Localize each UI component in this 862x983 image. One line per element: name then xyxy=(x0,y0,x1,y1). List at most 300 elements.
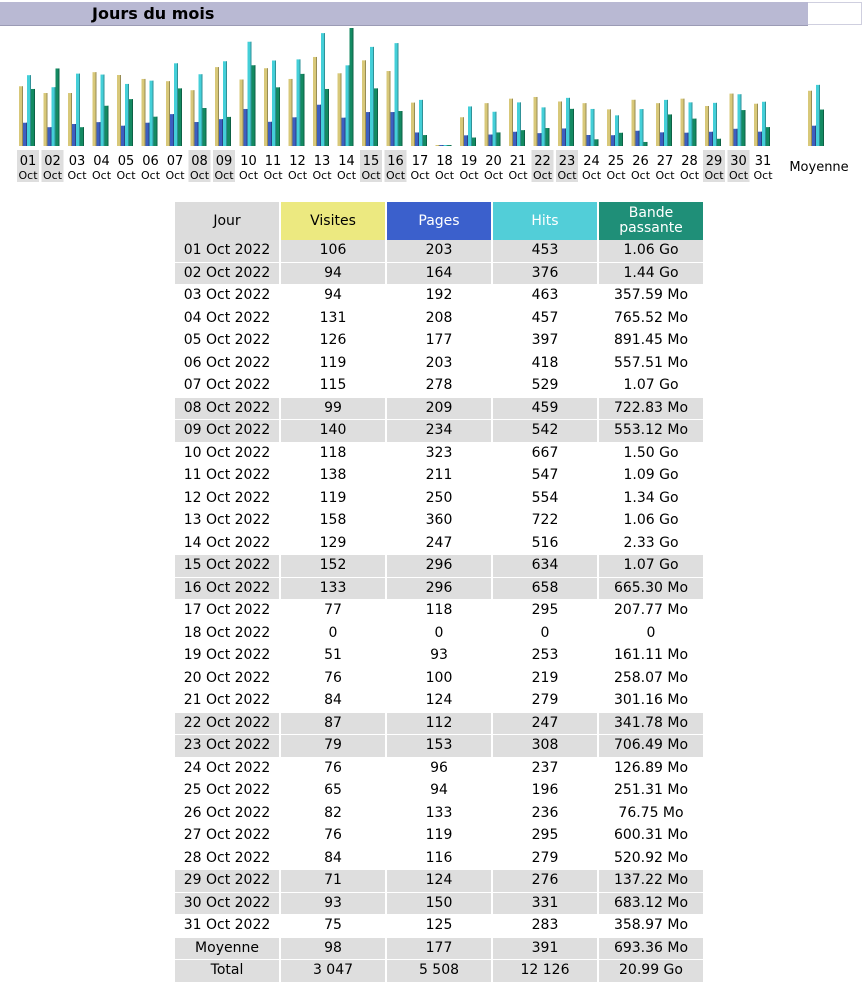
visits-bar-edge xyxy=(659,103,660,146)
cell-day: 03 Oct 2022 xyxy=(175,285,279,308)
bandwidth-bar-edge xyxy=(769,127,770,146)
table-row xyxy=(175,420,703,443)
cell-bandwidth: 1.07 Go xyxy=(599,375,703,398)
month-tick-label: Oct xyxy=(459,169,479,182)
cell-pages: 164 xyxy=(387,263,491,286)
cell-bandwidth: 891.45 Mo xyxy=(599,330,703,353)
hits-bar-edge xyxy=(153,81,154,146)
cell-hits: 554 xyxy=(493,488,597,511)
pages-bar-edge xyxy=(222,119,223,146)
day-tick-label: 15 xyxy=(362,154,380,169)
cell-pages: 296 xyxy=(387,578,491,601)
bandwidth-bar-edge xyxy=(181,88,182,146)
cell-pages: 360 xyxy=(387,510,491,533)
cell-day: 02 Oct 2022 xyxy=(175,263,279,286)
visits-bar-edge xyxy=(22,86,23,146)
hits-bar-edge xyxy=(447,145,448,146)
pages-bar-edge xyxy=(296,117,297,146)
day-tick-label: 07 xyxy=(166,154,184,169)
pages-bar-edge xyxy=(51,127,52,146)
cell-day: 17 Oct 2022 xyxy=(175,600,279,623)
cell-bandwidth: 665.30 Mo xyxy=(599,578,703,601)
month-tick-label: Oct xyxy=(434,169,455,182)
cell-day: 22 Oct 2022 xyxy=(175,713,279,736)
average-bandwidth-bar-edge xyxy=(823,110,824,146)
month-tick-label: Oct xyxy=(67,169,87,182)
day-tick-label: 04 xyxy=(93,154,110,169)
pages-bar-edge xyxy=(149,123,150,146)
visits-bar-edge xyxy=(365,60,366,146)
table-row xyxy=(175,375,703,398)
cell-bandwidth: 126.89 Mo xyxy=(599,758,703,781)
table-row xyxy=(175,465,703,488)
month-tick-label: Oct xyxy=(189,169,210,182)
pages-bar-edge xyxy=(443,145,444,146)
pages-bar-edge xyxy=(492,135,493,146)
cell-bandwidth: 2.33 Go xyxy=(599,533,703,556)
cell-day: 24 Oct 2022 xyxy=(175,758,279,781)
table-row xyxy=(175,780,703,803)
table-row xyxy=(175,578,703,601)
cell-pages: 250 xyxy=(387,488,491,511)
month-tick-label: Oct xyxy=(263,169,283,182)
month-tick-label: Oct xyxy=(655,169,675,182)
table-row xyxy=(175,623,703,646)
cell-hits: 722 xyxy=(493,510,597,533)
day-tick-label: 21 xyxy=(509,154,527,169)
day-tick-label: 30 xyxy=(730,154,747,169)
pages-bar-edge xyxy=(124,126,125,146)
cell-visits: 98 xyxy=(281,938,385,961)
bandwidth-bar-edge xyxy=(622,133,623,146)
cell-bandwidth: 765.52 Mo xyxy=(599,308,703,331)
table-row xyxy=(175,533,703,556)
bandwidth-bar-edge xyxy=(157,117,158,146)
cell-pages: 125 xyxy=(387,915,491,938)
pages-bar-edge xyxy=(590,135,591,146)
table-row xyxy=(175,803,703,826)
cell-visits: 84 xyxy=(281,690,385,713)
day-tick-label: 03 xyxy=(68,154,86,169)
cell-day: 08 Oct 2022 xyxy=(175,398,279,421)
hits-bar-edge xyxy=(667,100,668,146)
hits-bar-edge xyxy=(643,109,644,146)
table-row xyxy=(175,758,703,781)
month-tick-label: Oct xyxy=(140,169,161,182)
pages-bar-edge xyxy=(100,122,101,146)
cell-bandwidth: 693.36 Mo xyxy=(599,938,703,961)
bandwidth-bar-edge xyxy=(206,108,207,146)
cell-visits: 51 xyxy=(281,645,385,668)
section-title-bar xyxy=(0,2,808,26)
pages-bar-edge xyxy=(712,132,713,146)
header-bandwidth xyxy=(599,202,703,240)
table-row xyxy=(175,240,703,263)
cell-visits: 76 xyxy=(281,758,385,781)
cell-day: 20 Oct 2022 xyxy=(175,668,279,691)
day-tick-label: 22 xyxy=(534,154,551,169)
cell-pages: 177 xyxy=(387,938,491,961)
hits-bar-edge xyxy=(300,59,301,146)
daily-bar-chart xyxy=(0,28,862,186)
cell-day: 04 Oct 2022 xyxy=(175,308,279,331)
cell-hits: 295 xyxy=(493,825,597,848)
cell-bandwidth: 137.22 Mo xyxy=(599,870,703,893)
bandwidth-bar-edge xyxy=(108,106,109,146)
visits-bar-edge xyxy=(733,94,734,146)
visits-bar-edge xyxy=(169,81,170,146)
pages-bar-edge xyxy=(198,122,199,146)
cell-pages: 0 xyxy=(387,623,491,646)
hits-bar-edge xyxy=(324,33,325,146)
pages-bar-edge xyxy=(345,118,346,146)
table-row xyxy=(175,645,703,668)
bandwidth-bar-edge xyxy=(647,142,648,146)
cell-day: 18 Oct 2022 xyxy=(175,623,279,646)
month-tick-label: Oct xyxy=(581,169,602,182)
day-tick-label: 13 xyxy=(313,154,331,169)
cell-pages: 234 xyxy=(387,420,491,443)
visits-bar-edge xyxy=(96,72,97,146)
cell-bandwidth: 1.07 Go xyxy=(599,555,703,578)
cell-day: 30 Oct 2022 xyxy=(175,893,279,916)
cell-visits: 82 xyxy=(281,803,385,826)
pages-bar-edge xyxy=(614,135,615,146)
pages-bar-edge xyxy=(75,124,76,146)
cell-day: 07 Oct 2022 xyxy=(175,375,279,398)
cell-visits: 118 xyxy=(281,443,385,466)
cell-visits: 76 xyxy=(281,668,385,691)
day-tick-label: 17 xyxy=(411,154,429,169)
month-tick-label: Oct xyxy=(679,169,700,182)
cell-bandwidth: 520.92 Mo xyxy=(599,848,703,871)
cell-hits: 453 xyxy=(493,240,597,263)
cell-hits: 276 xyxy=(493,870,597,893)
header-bandwidth-line1: Bande xyxy=(628,205,674,221)
month-tick-label: Oct xyxy=(410,169,430,182)
cell-day: 13 Oct 2022 xyxy=(175,510,279,533)
cell-day: 26 Oct 2022 xyxy=(175,803,279,826)
cell-day: 21 Oct 2022 xyxy=(175,690,279,713)
hits-bar-edge xyxy=(716,103,717,146)
cell-bandwidth: 706.49 Mo xyxy=(599,735,703,758)
visits-bar-edge xyxy=(47,93,48,146)
month-tick-label: Oct xyxy=(728,169,749,182)
pages-bar-edge xyxy=(467,135,468,146)
pages-bar-edge xyxy=(320,105,321,146)
cell-day: 29 Oct 2022 xyxy=(175,870,279,893)
bandwidth-bar-edge xyxy=(451,145,452,146)
month-tick-label: Oct xyxy=(91,169,112,182)
cell-bandwidth: 553.12 Mo xyxy=(599,420,703,443)
cell-bandwidth: 1.06 Go xyxy=(599,510,703,533)
cell-pages: 323 xyxy=(387,443,491,466)
visits-bar-edge xyxy=(757,104,758,146)
bandwidth-bar-edge xyxy=(255,65,256,146)
month-tick-label: Oct xyxy=(532,169,553,182)
cell-hits: 667 xyxy=(493,443,597,466)
hits-bar-edge xyxy=(79,74,80,146)
cell-hits: 237 xyxy=(493,758,597,781)
hits-bar-edge xyxy=(471,106,472,146)
cell-pages: 296 xyxy=(387,555,491,578)
cell-visits: 119 xyxy=(281,353,385,376)
table-row xyxy=(175,330,703,353)
bandwidth-bar-edge xyxy=(524,130,525,146)
cell-pages: 124 xyxy=(387,870,491,893)
bandwidth-bar-edge xyxy=(230,117,231,146)
hits-bar-edge xyxy=(569,98,570,146)
day-tick-label: 19 xyxy=(460,154,478,169)
table-row xyxy=(175,915,703,938)
day-tick-label: 16 xyxy=(387,154,404,169)
average-visits-bar-edge xyxy=(811,91,812,146)
visits-bar-edge xyxy=(708,106,709,146)
cell-visits: 87 xyxy=(281,713,385,736)
cell-day: 11 Oct 2022 xyxy=(175,465,279,488)
month-tick-label: Oct xyxy=(483,169,504,182)
header-day: Jour xyxy=(175,202,279,240)
cell-bandwidth: 683.12 Mo xyxy=(599,893,703,916)
table-row xyxy=(175,848,703,871)
day-tick-label: 26 xyxy=(632,154,649,169)
hits-bar-edge xyxy=(349,65,350,146)
cell-visits: 76 xyxy=(281,825,385,848)
table-row xyxy=(175,690,703,713)
cell-visits: 129 xyxy=(281,533,385,556)
visits-bar-edge xyxy=(586,103,587,146)
bandwidth-bar-edge xyxy=(598,139,599,146)
cell-pages: 278 xyxy=(387,375,491,398)
cell-hits: 283 xyxy=(493,915,597,938)
table-header-row xyxy=(175,202,703,240)
day-tick-label: 20 xyxy=(485,154,502,169)
visits-bar-edge xyxy=(635,100,636,146)
cell-bandwidth: 1.44 Go xyxy=(599,263,703,286)
cell-hits: 391 xyxy=(493,938,597,961)
cell-bandwidth: 20.99 Go xyxy=(599,960,703,983)
cell-hits: 12 126 xyxy=(493,960,597,983)
cell-visits: 3 047 xyxy=(281,960,385,983)
cell-pages: 153 xyxy=(387,735,491,758)
pages-bar-edge xyxy=(394,112,395,146)
month-tick-label: Oct xyxy=(385,169,406,182)
cell-day: 16 Oct 2022 xyxy=(175,578,279,601)
pages-bar-edge xyxy=(688,133,689,146)
visits-bar-edge xyxy=(267,68,268,146)
cell-pages: 203 xyxy=(387,240,491,263)
table-row xyxy=(175,735,703,758)
bandwidth-bar-edge xyxy=(132,99,133,146)
cell-day: 14 Oct 2022 xyxy=(175,533,279,556)
cell-pages: 96 xyxy=(387,758,491,781)
pages-bar-edge xyxy=(247,109,248,146)
hits-bar-edge xyxy=(226,61,227,146)
table-row xyxy=(175,285,703,308)
month-tick-label: Oct xyxy=(214,169,234,182)
hits-bar-edge xyxy=(398,43,399,146)
cell-visits: 65 xyxy=(281,780,385,803)
day-tick-label: 31 xyxy=(754,154,772,169)
bandwidth-bar-edge xyxy=(353,28,354,146)
cell-pages: 247 xyxy=(387,533,491,556)
pages-bar-edge xyxy=(565,128,566,146)
visits-bar-edge xyxy=(561,101,562,146)
hits-bar-edge xyxy=(251,42,252,146)
cell-day: Total xyxy=(175,960,279,983)
day-tick-label: 09 xyxy=(215,154,233,169)
cell-visits: 131 xyxy=(281,308,385,331)
bandwidth-bar-edge xyxy=(34,89,35,146)
cell-pages: 112 xyxy=(387,713,491,736)
pages-bar-edge xyxy=(761,132,762,146)
cell-visits: 152 xyxy=(281,555,385,578)
hits-bar-edge xyxy=(741,94,742,146)
cell-hits: 463 xyxy=(493,285,597,308)
cell-visits: 138 xyxy=(281,465,385,488)
cell-day: 27 Oct 2022 xyxy=(175,825,279,848)
cell-hits: 295 xyxy=(493,600,597,623)
table-row xyxy=(175,488,703,511)
day-tick-label: 05 xyxy=(117,154,135,169)
visits-bar-edge xyxy=(488,103,489,146)
day-tick-label: 01 xyxy=(19,154,37,169)
hits-bar-edge xyxy=(30,75,31,146)
day-tick-label: 02 xyxy=(44,154,61,169)
visits-bar-edge xyxy=(145,79,146,146)
table-row xyxy=(175,713,703,736)
cell-day: 19 Oct 2022 xyxy=(175,645,279,668)
day-tick-label: 14 xyxy=(338,154,355,169)
cell-pages: 208 xyxy=(387,308,491,331)
hits-bar-edge xyxy=(520,102,521,146)
cell-hits: 529 xyxy=(493,375,597,398)
month-tick-label: Oct xyxy=(287,169,308,182)
visits-bar-edge xyxy=(414,103,415,146)
cell-bandwidth: 1.50 Go xyxy=(599,443,703,466)
table-row xyxy=(175,510,703,533)
average-label: Moyenne xyxy=(789,160,849,175)
header-hits: Hits xyxy=(493,202,597,240)
cell-hits: 279 xyxy=(493,848,597,871)
cell-pages: 150 xyxy=(387,893,491,916)
cell-day: 12 Oct 2022 xyxy=(175,488,279,511)
cell-day: 23 Oct 2022 xyxy=(175,735,279,758)
pages-bar-edge xyxy=(663,132,664,146)
day-tick-label: 29 xyxy=(705,154,723,169)
cell-hits: 0 xyxy=(493,623,597,646)
cell-bandwidth: 1.09 Go xyxy=(599,465,703,488)
visits-bar-edge xyxy=(316,57,317,146)
visits-bar-edge xyxy=(243,80,244,146)
average-hits-bar-edge xyxy=(819,85,820,146)
visits-bar-edge xyxy=(71,93,72,146)
total-row xyxy=(175,960,703,983)
cell-pages: 211 xyxy=(387,465,491,488)
cell-bandwidth: 258.07 Mo xyxy=(599,668,703,691)
visits-bar-edge xyxy=(218,67,219,146)
hits-bar-edge xyxy=(618,115,619,146)
cell-visits: 115 xyxy=(281,375,385,398)
cell-hits: 308 xyxy=(493,735,597,758)
cell-hits: 196 xyxy=(493,780,597,803)
section-title: Jours du mois xyxy=(92,4,215,23)
pages-bar-edge xyxy=(369,112,370,146)
header-pages: Pages xyxy=(387,202,491,240)
pages-bar-edge xyxy=(639,131,640,146)
cell-bandwidth: 358.97 Mo xyxy=(599,915,703,938)
month-tick-label: Oct xyxy=(361,169,381,182)
cell-hits: 542 xyxy=(493,420,597,443)
table-row xyxy=(175,825,703,848)
table-row xyxy=(175,398,703,421)
month-tick-label: Oct xyxy=(238,169,259,182)
header-bandwidth-line2: passante xyxy=(619,220,683,236)
cell-visits: 77 xyxy=(281,600,385,623)
cell-hits: 236 xyxy=(493,803,597,826)
bandwidth-bar-edge xyxy=(500,132,501,146)
cell-visits: 94 xyxy=(281,263,385,286)
cell-visits: 71 xyxy=(281,870,385,893)
pages-bar-edge xyxy=(541,133,542,146)
cell-visits: 84 xyxy=(281,848,385,871)
visits-bar-edge xyxy=(512,99,513,146)
cell-bandwidth: 1.06 Go xyxy=(599,240,703,263)
cell-hits: 547 xyxy=(493,465,597,488)
bandwidth-bar-edge xyxy=(549,128,550,146)
cell-day: 15 Oct 2022 xyxy=(175,555,279,578)
pages-bar-edge xyxy=(418,132,419,146)
bandwidth-bar-edge xyxy=(426,135,427,146)
visits-bar-edge xyxy=(537,97,538,146)
cell-pages: 133 xyxy=(387,803,491,826)
cell-hits: 331 xyxy=(493,893,597,916)
cell-day: 09 Oct 2022 xyxy=(175,420,279,443)
cell-visits: 94 xyxy=(281,285,385,308)
hits-bar-edge xyxy=(496,112,497,146)
cell-hits: 253 xyxy=(493,645,597,668)
day-tick-label: 18 xyxy=(436,154,453,169)
cell-bandwidth: 341.78 Mo xyxy=(599,713,703,736)
cell-pages: 93 xyxy=(387,645,491,668)
cell-visits: 99 xyxy=(281,398,385,421)
month-tick-label: Oct xyxy=(165,169,185,182)
month-tick-label: Oct xyxy=(336,169,357,182)
cell-bandwidth: 301.16 Mo xyxy=(599,690,703,713)
month-tick-label: Oct xyxy=(630,169,651,182)
cell-pages: 94 xyxy=(387,780,491,803)
title-bar-spacer xyxy=(808,2,862,25)
hits-bar-edge xyxy=(594,109,595,146)
table-row xyxy=(175,600,703,623)
cell-hits: 397 xyxy=(493,330,597,353)
day-tick-label: 06 xyxy=(142,154,159,169)
cell-pages: 203 xyxy=(387,353,491,376)
visits-bar-edge xyxy=(463,117,464,146)
cell-hits: 376 xyxy=(493,263,597,286)
table-row xyxy=(175,555,703,578)
day-tick-label: 25 xyxy=(607,154,625,169)
bandwidth-bar-edge xyxy=(59,68,60,146)
cell-day: 10 Oct 2022 xyxy=(175,443,279,466)
hits-bar-edge xyxy=(545,107,546,146)
day-tick-label: 28 xyxy=(681,154,698,169)
hits-bar-edge xyxy=(422,100,423,146)
day-tick-label: 10 xyxy=(240,154,257,169)
bandwidth-bar-edge xyxy=(377,88,378,146)
bandwidth-bar-edge xyxy=(83,127,84,146)
cell-bandwidth: 357.59 Mo xyxy=(599,285,703,308)
